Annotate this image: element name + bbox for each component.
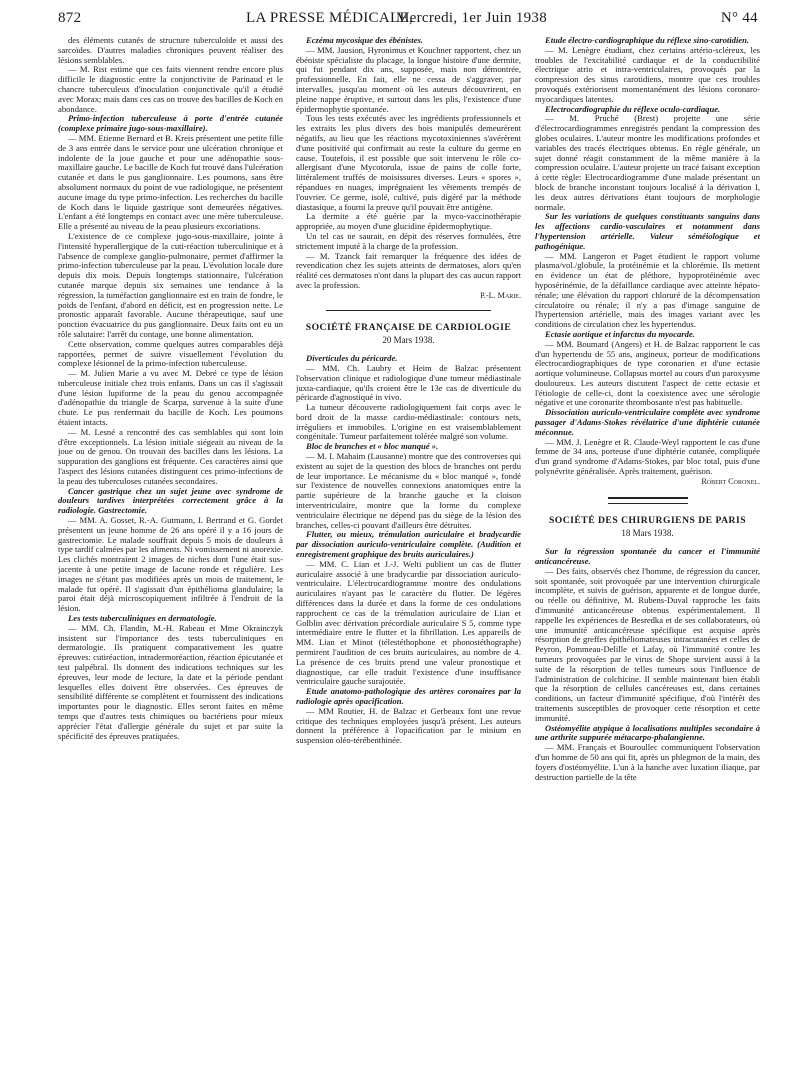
journal-title: LA PRESSE MÉDICALE, <box>246 10 413 26</box>
paragraph: L'existence de ce complexe jugo-sous-maxillaire, jointe à l'intensité hyperallergique de la cuti-réaction tuberculinique et à l'absence de complexe ganglio-pulmonaire, permet d'affirmer la primo-infection tuberculeuse par la peau. L'évolution locale dure depuis dix mois. Depuis longtemps stationnaire, l'ulcération cutanée marque depuis six semaines une tendance à la régression, la tuméfaction ganglionnaire est en train de fondre, le poids de l'enfant, d'abord en déficit, est en progression nette. Le pronostic apparaît favorable. Aucune thérapeutique, sauf une ponction évacuatrice du pus ganglionnaire. Deux faits ont eu un rôle salutaire: l'arrêt du contage, une bonne alimentation. <box>58 230 283 339</box>
paragraph: — M. I. Mahaim (Lausanne) montre que des controverses qui existent au sujet de la question des blocs de branches ont perdu de leur importance. Le mécanisme du « bloc manqué », fondé sur l'existence de nouvelles connexions anatomiques entre la partie supérieure de la branche gauche et la cloison interventriculaire, montre que la forme du complexe ventriculaire électrique ne dépend pas du siège de la lésion des branches, celles-ci pouvant d'ailleurs être détruites. <box>296 451 521 530</box>
paragraph: — MM. C. Lian et J.-J. Welti publient un cas de flutter auriculaire associé à une bradycardie par dissociation auriculo-ventriculaire. L'électrocardiogramme montre des ondulations auriculaires n'ayant pas le caractère du flutter. De légères différences dans la durée et dans la forme de ces ondulations rapprochent ce cas de la trémulation auriculaire de Lian et Golblin avec dérivation précordiale auriculaire S 5, comme type intermédiaire entre le flutter et la fibrillation. Les appareils de MM. Lian et Minot (télestéthophone et phonostéthographe) permirent l'audition de ces bruits auriculaires, au nombre de 4. La présence de ces bruits prend une valeur pronostique et diagnostique, car elle traduit l'existence d'une insuffisance ventriculaire gauche surajoutée. <box>296 558 521 687</box>
article-heading: Etude électro-cardiographique du réflexe sino-carotidien. <box>545 36 750 45</box>
section-date: 20 Mars 1938. <box>382 335 435 346</box>
paragraph: — M. Lenègre étudiant, chez certains artério-scléreux, les troubles de l'excitabilité cardiaque et de la conductibilité électrique atrio et intra-ventriculaires, provoqués par la compression des sinus carotidiens, montre que ces troubles provoqués extériorisent momentanément des lésions coronaro-myocardiques latentes. <box>535 44 760 104</box>
paragraph: — MM. A. Gosset, R.-A. Gutmann, I. Bertrand et G. Gordet présentent un jeune homme de 26 ans opéré il y a 16 jours de gastrectomie. Le malade souffrait depuis 5 mois de douleurs à type tardif calmées par les aliments. Ni vomissement ni anorexie. Les clichés montraient 2 images de niches dont l'une était sus-jacente à une petite image de lacune ronde et régulière. Les images ne s'étant pas modifiées après un mois de traitement, le malade fut opéré. Il s'agissait d'un épithélioma glandulaire; la paroi était déjà microscopiquement infiltrée à l'endroit de la lésion. <box>58 515 283 614</box>
paragraph: — MM Routier, H. de Balzac et Gerbeaux font une revue critique des techniques employées jusqu'à présent. Les auteurs donnent la préférence à l'opacification par le minium en suspension oléo-térébenthinée. <box>296 705 521 746</box>
article-heading: Ectasie aortique et infarctus du myocarde. <box>545 328 695 339</box>
paragraph: Cette observation, comme quelques autres comparables déjà rapportées, permet de suivre visuellement l'évolution du complexe lésionnel de la primo-infection tuberculeuse. <box>58 338 283 369</box>
article-heading: Electrocardiographie du réflexe oculo-cardiaque. <box>545 103 721 114</box>
page-number: 872 <box>58 10 82 26</box>
section-ornament <box>608 497 688 504</box>
article-heading: Etude anatomo-pathologique des artères coronaires par la radiologie après opacification. <box>296 686 521 706</box>
page-header <box>58 8 758 32</box>
article-heading: Primo-infection tuberculeuse à porte d'entrée cutanée (complexe primaire jugo-sous-maxillaire). <box>58 113 283 134</box>
issue-number: N° 44 <box>720 10 758 26</box>
section-title: SOCIÉTÉ DES CHIRURGIENS DE PARIS <box>548 514 747 526</box>
article-heading: Ostéomyélite atypique à localisations multiples secondaire à une arthrite suppurée métacarpo-phalangienne. <box>535 722 760 743</box>
paragraph: — MM. Ch. Flandin, M.-H. Rabeau et Mme Okrainczyk insistent sur l'importance des tests tuberculiniques en dermatologie. Ils pratiquent comparativement les quatre épreuves: cutiréaction, intradermoréaction, réaction épicutanée et test palpébral. Ils donnent des indications techniques sur les épreuves, leur mode de lecture, la date et la période pendant lesquelles elles doivent être observées. Ces épreuves de sensibilité différente se complètent et fournissent des indications importantes pour le diagnostic. Elles seront faites en même temps que d'autres tests chimiques ou bactériens pour mieux apprécier l'état d'allergie générale du sujet et par suite la spécificité des épreuves pratiquées. <box>58 622 283 741</box>
paragraph: des éléments cutanés de structure tuberculoïde et aussi des sarcoïdes. D'autres maladies chroniques peuvent réaliser des lésions semblables. <box>58 36 283 65</box>
article-heading: Dissociation auriculo-ventriculaire complète avec syndrome passager d'Adams-Stokes révélatrice d'une diphtérie cutanée méconnue. <box>535 407 760 437</box>
paragraph: — MM. Français et Bouroullec communiquent l'observation d'un homme de 50 ans qui fit, après un phlegmon de la main, des foyers d'ostéomyélite. L'un à la hanche avec luxation iliaque, par destruction partielle de la tête <box>535 742 760 782</box>
article-heading: Sur la régression spontanée du cancer et l'immunité anticancéreuse. <box>535 546 760 567</box>
paragraph: La tumeur découverte radiologiquement fait corps avec le bord droit de la masse cardio-médiastinale: contours nets, irréguliers et immobiles. L'origine en est vraisemblablement congénitale. Tumeur parfaitement tolérée malgré son volume. <box>296 402 521 442</box>
column-right <box>535 36 760 1076</box>
article-heading: Bloc de branches et « bloc manqué ». <box>306 441 439 452</box>
author-signature: Robert Coronel. <box>701 476 760 486</box>
article-heading: Les tests tuberculiniques en dermatologie. <box>68 613 217 624</box>
issue-date: Mercredi, 1er Juin 1938 <box>396 10 548 26</box>
paragraph: — MM. Jausion, Hyronimus et Kouchner rapportent, chez un ébéniste spécialiste du placage, la longue histoire d'une dermite, qui fut pendant dix ans, supposée, mais non démontrée, professionnelle. En fait, elle ne cessa de s'aggraver, par intervalles, jusqu'au moment où les auteurs découvrirent, en pleine nappe éruptive, et surtout dans les plis, l'existence d'une épidermophytie spontanée. <box>296 44 521 114</box>
section-title: SOCIÉTÉ FRANÇAISE DE CARDIOLOGIE <box>305 321 512 333</box>
article-heading: Eczéma mycosique des ébénistes. <box>306 36 423 45</box>
paragraph: — M. Pruché (Brest) projette une série d'électrocardiogrammes enregistrés pendant la compression des globes oculaires. L'auteur montre les modifications profondes et variables des tracés électriques obtenus. En règle générale, un sujet donné réagit constamment de la même manière à la compression oculaire. L'auteur projette un tracé faisant exception à cette règle: Electrocardiogramme d'une malade présentant un block de branche inconstant toujours localisé à la dérivation I, les deux autres dérivations étant toujours de morphologie normale. <box>535 113 760 212</box>
column-left <box>58 36 283 1076</box>
paragraph: — M. Lesné a rencontré des cas semblables qui sont loin d'être exceptionnels. La lésion initiale siégeait au niveau de la joue ou de genou. On trouvait des bacilles dans les lésions. La suppuration des ganglions est fréquente. Ces caractères ainsi que l'aspect des lésions cutanées distinguent ces primo-infections de la peau des tuberculoses cutanées secondaires. <box>58 426 283 486</box>
paragraph: — M. Rist estime que ces faits viennent rendre encore plus difficile le diagnostic entre la conjonctivite de Parinaud et le chancre tuberculeux d'inoculation conjonctivale qu'il a étudié avec Morax; mais dans ces cas on trouve des bacilles de Koch en abondance. <box>58 64 283 114</box>
paragraph: Un tel cas ne saurait, en dépit des réserves formulées, être strictement imputé à la charge de la profession. <box>296 230 521 251</box>
article-heading: Sur les variations de quelques constituants sanguins dans les affections cardio-vasculaires et notamment dans l'hypertension artérielle. Valeur séméiologique et pathogénique. <box>535 211 760 251</box>
paragraph: — MM. J. Lenègre et R. Claude-Weyl rapportent le cas d'une femme de 34 ans, porteuse d'une diphtérie cutanée, compliquée d'un grand syndrome d'Adams-Stokes, par bloc total, puis d'une polynévrite généralisée. Après traitement, guérison. <box>535 436 760 477</box>
paragraph: Tous les tests exécutés avec les ingrédients professionnels et les extraits les plus divers des bois manipulés demeurèrent négatifs, au lieu que les réactions mycotoxiniennes s'avérèrent d'une positivité qui confirmait au reste la culture du germe en cause. Toutefois, il est possible que soit intervenu le rôle co-allergisant d'une Mycotorula, issue de pains de colle forte, littéralement truffés de moisissures diverses. Leurs « spores », répandues en nuages, imprégnaient les vêtements trempés de l'ouvrier. Ce germe, isolé, cultivé, puis digéré par la méthode diastasique, a fourni la preuve qu'il pouvait être antigène. <box>296 113 521 212</box>
paragraph: — MM. Langeron et Paget étudient le rapport volume plasma/vol./globule, la protéinémie et la chlorémie. Ils mettent en évidence un état de pléthore, hypoprotéinémie avec hyposérinémie, de la défaillance cardiaque avec atteinte hépato-rénale; une élévation du rapport chloruré de la décompensation circulatoire ou rénale; il n'y a pas d'image sanguine de l'hypertension artérielle, mais des images variant avec les conditions de circulation chez les hypertendus. <box>535 250 760 330</box>
column-middle <box>296 36 521 1076</box>
paragraph: La dermite a été guérie par la myco-vaccinothérapie appropriée, au moyen d'une glucidine épidermophytique. <box>296 211 521 232</box>
paragraph: — MM. Ch. Laubry et Heim de Balzac présentent l'observation clinique et radiologique d'une tumeur médiastinale juxta-cardiaque, qu'ils croient être le 13e cas de diverticule du péricarde d'agnostiqué in vivo. <box>296 362 521 403</box>
paragraph: — Des faits, observés chez l'homme, de régression du cancer, soit spontanée, soit provoquée par une intervention chirurgicale incomplète, et suivis de guérison, apparente et de longue durée, ou réelle ou définitive, M. Rubens-Duval rapproche les faits d'immunité anticancéreuse obtenus expérimentalement. Il rappelle les expériences de Besredka et de ses collaborateurs, où une immunité anticancéreuse spécifique est acquise après résorption de greffes épithéliomateuses intracutanées et celles de Peyron, Pommeau-Delille et Lafay, où l'immunité contre les tumeurs provoquées par le virus de Shope survient aussi à la suite de la résorption de telles tumeurs sous l'influence de l'administration de colchicine. Il semble maintenant bien établi que la résorption de cellules cancéreuses est, dans certaines conditions, un facteur d'immunité spécifique, d'où l'intérêt des traitements susceptibles de provoquer cette résorption et cette immunité. <box>535 565 760 723</box>
section-date: 18 Mars 1938. <box>621 528 674 539</box>
section-divider <box>326 310 491 311</box>
paragraph: — MM. Boumard (Angers) et H. de Balzac rapportent le cas d'un hypertendu de 55 ans, angineux, porteur de modifications électrocardiographiques de type coronarien et d'une ectasie aortique volumineuse. Collapsus mortel au cours d'un paroxysme douloureux. Les auteurs discutent l'aspect de cette ectasie et l'étiologie de celle-ci, dont la coexistence avec une sérologie négative et une coronarite thrombosante n'est pas habituelle. <box>535 338 760 408</box>
paragraph: — M. Julien Marie a vu avec M. Debré ce type de lésion tuberculeuse initiale chez trois enfants. Dans un cas il s'agissait d'une lésion lupiforme de la peau du genou accompagnée d'adénopathie du triangle de Scarpa, survenue à la suite d'une chute. Le pus renfermait du bacille de Koch. Les poumons étaient intacts. <box>58 368 283 428</box>
article-heading: Flutter, ou mieux, trémulation auriculaire et bradycardie par dissociation auriculo-ventriculaire complète. (Audition et enregistrement graphique des bruits auriculaires.) <box>296 529 521 560</box>
article-heading: Diverticules du péricarde. <box>306 353 398 364</box>
paragraph: — M. Tzanck fait remarquer la fréquence des idées de revendication chez les sujets atteints de dermatoses, alors qu'en réalité ces dermatoses n'ont dans la plupart des cas aucun rapport avec la profession. <box>296 250 521 290</box>
article-heading: Cancer gastrique chez un sujet jeune avec syndrome de douleurs tardives interprétées correctement grâce à la radiologie. Gastrectomie. <box>58 485 283 516</box>
paragraph: — MM. Etienne Bernard et B. Kreis présentent une petite fille de 3 ans entrée dans le service pour une ulcération chronique et indolente de la joue gauche et pour une adénopathie sous-maxillaire gauche. Le bacille de Koch fut trouvé dans l'ulcération cutanée et dans le pus ganglionnaire. Les poumons, sans être absolument normaux du point de vue radiologique, ne présentent aucune image du type primo-infection. Les recherches du bacille de Koch dans le liquide gastrique sont demeurées négatives. L'enfant a été longtemps en contact avec une mère tuberculeuse. Elle a présenté au niveau de la peau plusieurs excoriations. <box>58 132 283 232</box>
author-signature: P.-L. Marie. <box>480 290 521 300</box>
